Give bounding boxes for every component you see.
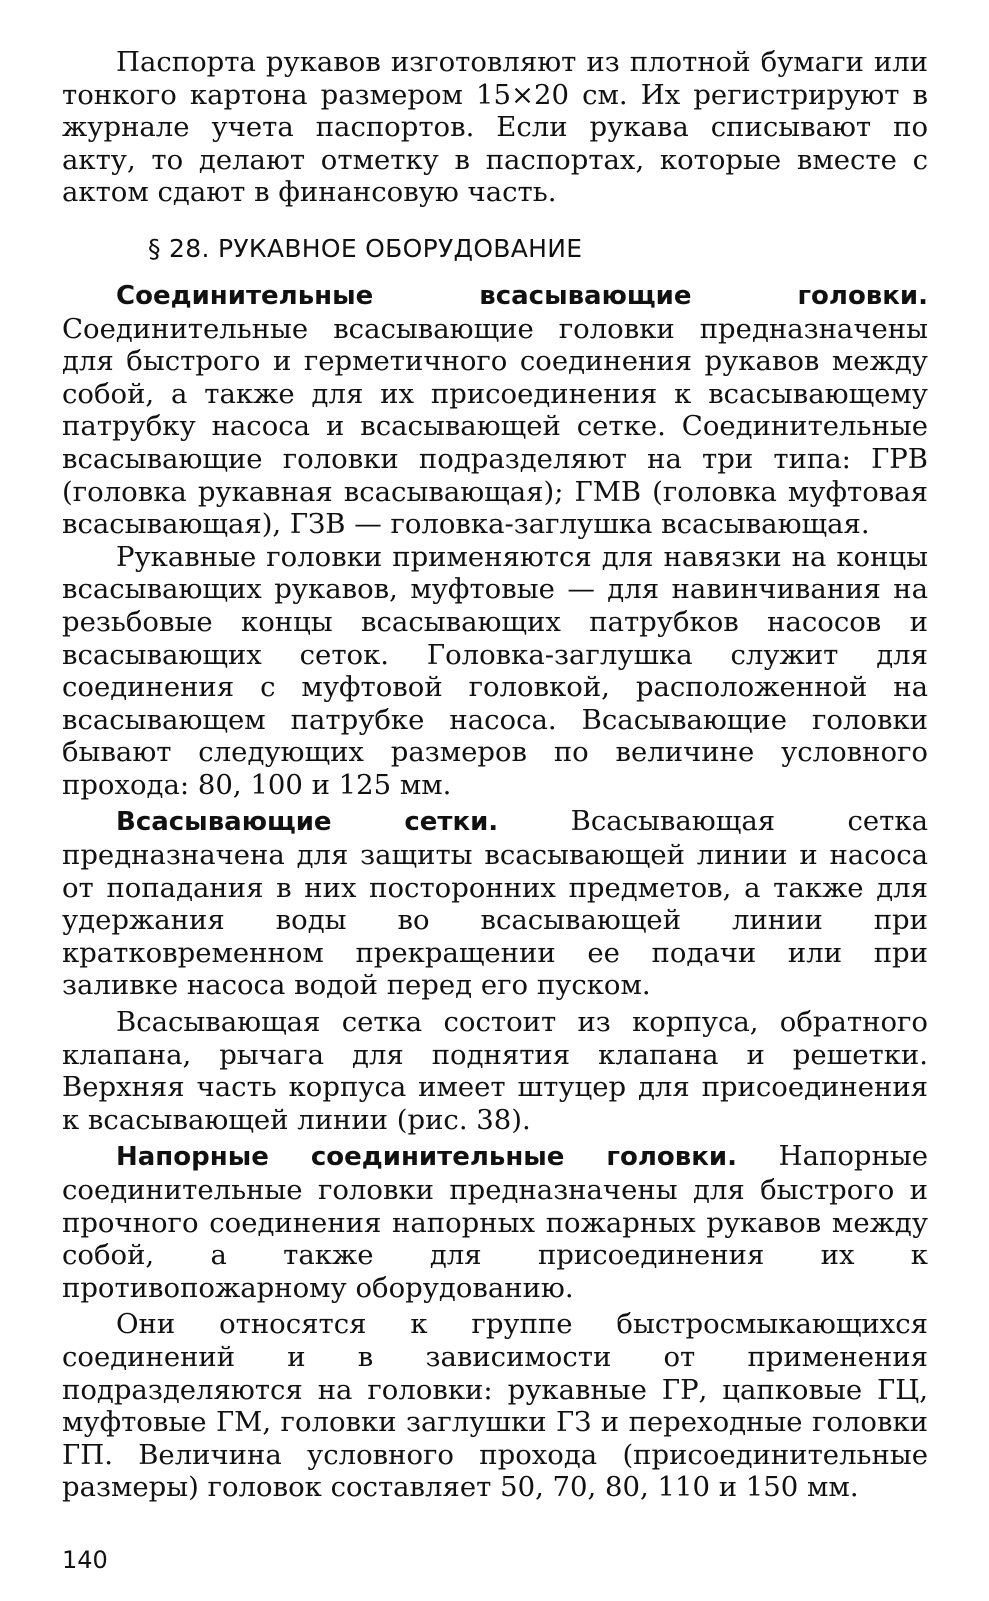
paragraph-net-construction: Всасывающая сетка состоит из корпуса, обратного клапана, рычага для поднятия клапана и решетки. Верхняя часть корпуса имеет штуцер для присоединения к всасывающей линии (рис. 38). bbox=[62, 1006, 928, 1136]
paragraph-passports: Паспорта рукавов изготовляют из плотной бумаги или тонкого картона размером 15×20 см. Их регистрируют в журнале учета паспортов. Если рукава списывают по акту, то делают отметку в паспортах, которые вместе с актом сдают в финансовую часть. bbox=[62, 46, 928, 209]
section-heading: § 28. РУКАВНОЕ ОБОРУДОВАНИЕ bbox=[148, 233, 583, 263]
paragraph-suction-nets bbox=[62, 805, 928, 1002]
lead-suction-heads: Соединительные всасывающие головки. bbox=[116, 280, 928, 311]
lead-suction-nets: Всасывающие сетки. bbox=[116, 807, 499, 838]
text-suction-heads: Соединительные всасывающие головки предназначены для быстрого и герметичного соединения рукавов между собой, а также для их присоединения к всасывающему патрубку насоса и всасывающей сетке. Соединительные всасывающие головки подразделяют на три типа: ГРВ (головка рукавная всасывающая); ГМВ (головка муфтовая всасывающая), ГЗВ — головка-заглушка всасывающая. bbox=[62, 312, 928, 541]
lead-pressure-heads: Напорные соединительные головки. bbox=[116, 1142, 737, 1173]
page-number: 140 bbox=[62, 1546, 108, 1574]
paragraph-hose-heads: Рукавные головки применяются для навязки на концы всасывающих рукавов, муфтовые — для навинчивания на резьбовые концы всасывающих патрубков насосов и всасывающих сеток. Головка-заглушка служит для соединения с муфтовой головкой, расположенной на всасывающем патрубке насоса. Всасывающие головки бывают следующих размеров по величине условного прохода: 80, 100 и 125 мм. bbox=[62, 540, 928, 801]
text-suction-nets: Всасывающая сетка предназначена для защиты всасывающей линии и насоса от попадания в них посторонних предметов, а также для удержания воды во всасывающей линии при кратковременном прекращении ее подачи или при заливке насоса водой перед его пуском. bbox=[62, 805, 928, 1002]
paragraph-suction-heads bbox=[62, 279, 928, 541]
paragraph-pressure-heads bbox=[62, 1140, 928, 1304]
text-pressure-heads: Напорные соединительные головки предназначены для быстрого и прочного соединения напорных пожарных рукавов между собой, а также для присоединения их к противопожарному оборудованию. bbox=[62, 1140, 928, 1304]
page-body bbox=[62, 46, 928, 1504]
paragraph-head-types: Они относятся к группе быстросмыкающихся соединений и в зависимости от применения подразделяются на головки: рукавные ГР, цапковые ГЦ, муфтовые ГМ, головки заглушки ГЗ и переходные головки ГП. Величина условного прохода (присоединительные размеры) головок составляет 50, 70, 80, 110 и 150 мм. bbox=[62, 1308, 928, 1504]
